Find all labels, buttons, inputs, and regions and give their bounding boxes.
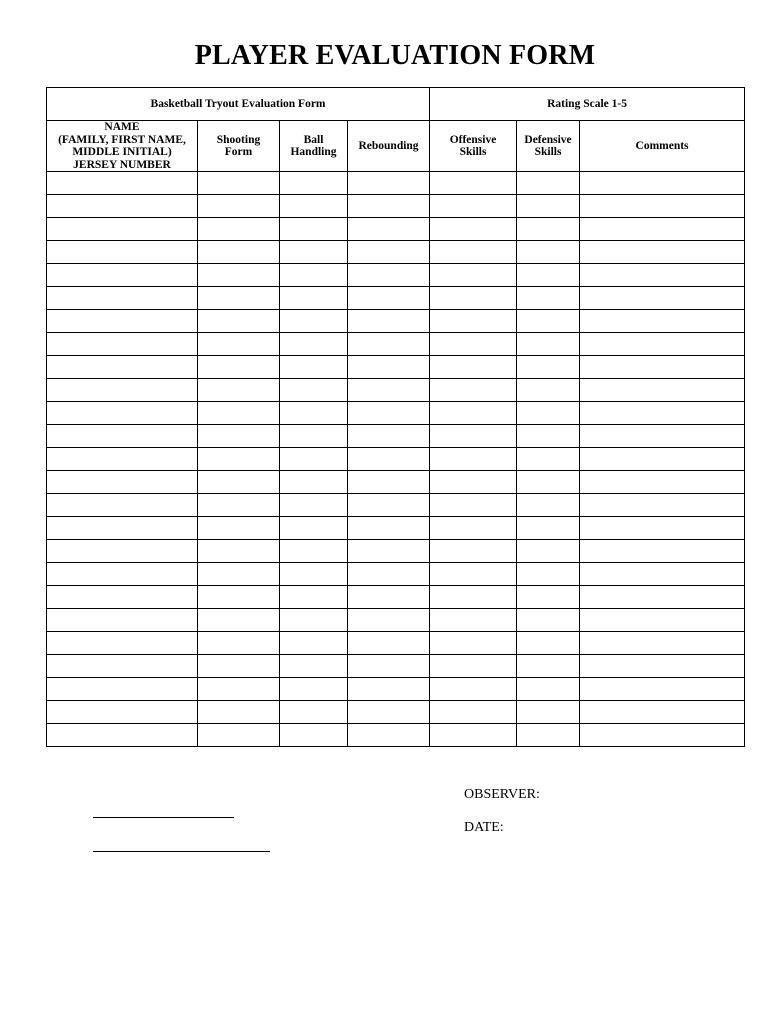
entry-cell-offensive[interactable]	[430, 172, 517, 195]
entry-cell-shooting[interactable]	[198, 333, 280, 356]
entry-cell-shooting[interactable]	[198, 724, 280, 747]
entry-cell-ball-handling[interactable]	[280, 494, 348, 517]
date-label: DATE:	[464, 820, 504, 835]
entry-cell-rebounding[interactable]	[348, 609, 430, 632]
column-header-defensive-skills	[517, 121, 580, 172]
column-header-rebounding	[348, 121, 430, 172]
entry-cell-shooting[interactable]	[198, 540, 280, 563]
entry-cell-shooting[interactable]	[198, 609, 280, 632]
table-row	[47, 471, 745, 494]
table-row	[47, 264, 745, 287]
entry-cell-defensive[interactable]	[517, 609, 580, 632]
table-group-header-row	[47, 88, 745, 121]
entry-cell-rebounding[interactable]	[348, 310, 430, 333]
entry-cell-comments[interactable]	[580, 333, 745, 356]
table-row	[47, 287, 745, 310]
table-row	[47, 563, 745, 586]
entry-cell-rebounding[interactable]	[348, 287, 430, 310]
entry-cell-comments[interactable]	[580, 678, 745, 701]
entry-cell-name[interactable]	[47, 195, 198, 218]
entry-cell-offensive[interactable]	[430, 678, 517, 701]
entry-cell-name[interactable]	[47, 287, 198, 310]
column-header-offensive-skills	[430, 121, 517, 172]
form-name-header: Basketball Tryout Evaluation Form	[47, 88, 430, 121]
entry-cell-rebounding[interactable]	[348, 586, 430, 609]
table-row	[47, 609, 745, 632]
entry-cell-defensive[interactable]	[517, 471, 580, 494]
entry-cell-comments[interactable]	[580, 379, 745, 402]
table-row	[47, 172, 745, 195]
entry-cell-comments[interactable]	[580, 724, 745, 747]
table-row	[47, 701, 745, 724]
entry-cell-defensive[interactable]	[517, 218, 580, 241]
entry-cell-ball-handling[interactable]	[280, 241, 348, 264]
entry-cell-offensive[interactable]	[430, 379, 517, 402]
table-row	[47, 333, 745, 356]
column-header-comments	[580, 121, 745, 172]
entry-cell-ball-handling[interactable]	[280, 678, 348, 701]
entry-cell-defensive[interactable]	[517, 333, 580, 356]
entry-cell-defensive[interactable]	[517, 241, 580, 264]
entry-cell-shooting[interactable]	[198, 425, 280, 448]
entry-cell-shooting[interactable]	[198, 517, 280, 540]
entry-cell-offensive[interactable]	[430, 241, 517, 264]
entry-cell-name[interactable]	[47, 517, 198, 540]
table-row	[47, 448, 745, 471]
entry-cell-shooting[interactable]	[198, 356, 280, 379]
entry-cell-defensive[interactable]	[517, 517, 580, 540]
header-line: JERSEY NUMBER	[73, 158, 171, 171]
table-row	[47, 540, 745, 563]
entry-cell-name[interactable]	[47, 241, 198, 264]
header-line: (FAMILY, FIRST NAME,	[58, 133, 186, 146]
entry-cell-offensive[interactable]	[430, 586, 517, 609]
header-line: Skills	[459, 146, 487, 158]
table-row	[47, 494, 745, 517]
entry-cell-offensive[interactable]	[430, 425, 517, 448]
entry-cell-rebounding[interactable]	[348, 724, 430, 747]
entry-cell-name[interactable]	[47, 471, 198, 494]
entry-cell-ball-handling[interactable]	[280, 264, 348, 287]
entry-cell-comments[interactable]	[580, 402, 745, 425]
entry-cell-comments[interactable]	[580, 494, 745, 517]
entry-cell-defensive[interactable]	[517, 379, 580, 402]
entry-cell-name[interactable]	[47, 425, 198, 448]
entry-cell-rebounding[interactable]	[348, 356, 430, 379]
header-line: Comments	[635, 139, 689, 152]
header-line: Rebounding	[358, 139, 419, 152]
entry-cell-defensive[interactable]	[517, 356, 580, 379]
table-row	[47, 310, 745, 333]
entry-cell-shooting[interactable]	[198, 494, 280, 517]
header-line: Defensive	[524, 133, 572, 146]
entry-cell-rebounding[interactable]	[348, 402, 430, 425]
entry-cell-defensive[interactable]	[517, 195, 580, 218]
entry-cell-shooting[interactable]	[198, 563, 280, 586]
entry-cell-defensive[interactable]	[517, 586, 580, 609]
observer-label: OBSERVER:	[464, 787, 540, 802]
column-header-row	[47, 121, 745, 172]
entry-cell-ball-handling[interactable]	[280, 195, 348, 218]
entry-cell-name[interactable]	[47, 563, 198, 586]
table-row	[47, 241, 745, 264]
entry-cell-defensive[interactable]	[517, 540, 580, 563]
entry-cell-rebounding[interactable]	[348, 471, 430, 494]
entry-cell-defensive[interactable]	[517, 425, 580, 448]
header-line: MIDDLE INITIAL)	[72, 146, 172, 158]
entry-cell-name[interactable]	[47, 379, 198, 402]
entry-cell-ball-handling[interactable]	[280, 333, 348, 356]
entry-cell-shooting[interactable]	[198, 678, 280, 701]
entry-cell-comments[interactable]	[580, 448, 745, 471]
entry-cell-offensive[interactable]	[430, 471, 517, 494]
entry-cell-name[interactable]	[47, 264, 198, 287]
entry-cell-rebounding[interactable]	[348, 172, 430, 195]
entry-cell-ball-handling[interactable]	[280, 655, 348, 678]
entry-cell-comments[interactable]	[580, 218, 745, 241]
entry-cell-offensive[interactable]	[430, 563, 517, 586]
header-line: NAME	[104, 121, 140, 133]
entry-cell-offensive[interactable]	[430, 609, 517, 632]
entry-cell-offensive[interactable]	[430, 356, 517, 379]
entry-cell-defensive[interactable]	[517, 563, 580, 586]
column-header-name	[47, 121, 198, 172]
entry-cell-offensive[interactable]	[430, 701, 517, 724]
header-line: Skills	[534, 146, 562, 158]
entry-cell-offensive[interactable]	[430, 632, 517, 655]
header-line: Ball	[303, 133, 324, 146]
entry-cell-rebounding[interactable]	[348, 678, 430, 701]
entry-cell-defensive[interactable]	[517, 287, 580, 310]
entry-cell-ball-handling[interactable]	[280, 724, 348, 747]
entry-cell-defensive[interactable]	[517, 632, 580, 655]
table-row	[47, 195, 745, 218]
header-line: Offensive	[449, 133, 497, 146]
entry-cell-comments[interactable]	[580, 632, 745, 655]
entry-cell-defensive[interactable]	[517, 494, 580, 517]
entry-cell-name[interactable]	[47, 540, 198, 563]
page-title: PLAYER EVALUATION FORM	[194, 40, 596, 71]
entry-cell-comments[interactable]	[580, 287, 745, 310]
entry-cell-offensive[interactable]	[430, 402, 517, 425]
entry-cell-ball-handling[interactable]	[280, 609, 348, 632]
table-row	[47, 517, 745, 540]
entry-cell-name[interactable]	[47, 218, 198, 241]
entry-cell-ball-handling[interactable]	[280, 172, 348, 195]
entry-cell-defensive[interactable]	[517, 701, 580, 724]
entry-cell-rebounding[interactable]	[348, 425, 430, 448]
entry-cell-defensive[interactable]	[517, 402, 580, 425]
entry-cell-shooting[interactable]	[198, 195, 280, 218]
entry-cell-ball-handling[interactable]	[280, 448, 348, 471]
entry-cell-offensive[interactable]	[430, 540, 517, 563]
blank-line-1	[93, 817, 234, 818]
entry-cell-ball-handling[interactable]	[280, 287, 348, 310]
entry-cell-shooting[interactable]	[198, 379, 280, 402]
table-row	[47, 379, 745, 402]
entry-cell-name[interactable]	[47, 724, 198, 747]
entry-cell-ball-handling[interactable]	[280, 701, 348, 724]
entry-cell-shooting[interactable]	[198, 448, 280, 471]
entry-cell-ball-handling[interactable]	[280, 517, 348, 540]
entry-cell-shooting[interactable]	[198, 655, 280, 678]
entry-cell-offensive[interactable]	[430, 333, 517, 356]
entry-cell-defensive[interactable]	[517, 264, 580, 287]
table-row	[47, 655, 745, 678]
entry-cell-offensive[interactable]	[430, 218, 517, 241]
entry-cell-ball-handling[interactable]	[280, 586, 348, 609]
entry-cell-name[interactable]	[47, 448, 198, 471]
entry-cell-rebounding[interactable]	[348, 379, 430, 402]
entry-cell-name[interactable]	[47, 333, 198, 356]
table-row	[47, 632, 745, 655]
entry-cell-rebounding[interactable]	[348, 540, 430, 563]
entry-cell-rebounding[interactable]	[348, 195, 430, 218]
entry-cell-offensive[interactable]	[430, 724, 517, 747]
entry-cell-rebounding[interactable]	[348, 264, 430, 287]
entry-cell-comments[interactable]	[580, 356, 745, 379]
blank-line-2	[93, 851, 270, 852]
entry-cell-rebounding[interactable]	[348, 241, 430, 264]
table-row	[47, 356, 745, 379]
entry-cell-offensive[interactable]	[430, 310, 517, 333]
entry-cell-shooting[interactable]	[198, 287, 280, 310]
entry-cell-defensive[interactable]	[517, 724, 580, 747]
entry-cell-name[interactable]	[47, 632, 198, 655]
entry-cell-name[interactable]	[47, 586, 198, 609]
entry-cell-ball-handling[interactable]	[280, 632, 348, 655]
entry-cell-offensive[interactable]	[430, 655, 517, 678]
header-line: Shooting	[216, 133, 261, 146]
table-row	[47, 586, 745, 609]
entry-cell-comments[interactable]	[580, 563, 745, 586]
entry-cell-shooting[interactable]	[198, 701, 280, 724]
entry-cell-shooting[interactable]	[198, 218, 280, 241]
entry-cell-ball-handling[interactable]	[280, 356, 348, 379]
table-row	[47, 425, 745, 448]
entry-cell-shooting[interactable]	[198, 172, 280, 195]
entry-cell-comments[interactable]	[580, 425, 745, 448]
entry-cell-name[interactable]	[47, 701, 198, 724]
entry-cell-name[interactable]	[47, 678, 198, 701]
header-line: Handling	[290, 146, 337, 158]
entry-cell-name[interactable]	[47, 494, 198, 517]
entry-cell-ball-handling[interactable]	[280, 379, 348, 402]
entry-cell-rebounding[interactable]	[348, 563, 430, 586]
entry-cell-rebounding[interactable]	[348, 655, 430, 678]
entry-cell-name[interactable]	[47, 356, 198, 379]
rating-scale-header: Rating Scale 1-5	[430, 88, 745, 121]
entry-cell-ball-handling[interactable]	[280, 402, 348, 425]
entry-cell-shooting[interactable]	[198, 471, 280, 494]
entry-cell-offensive[interactable]	[430, 494, 517, 517]
entry-cell-comments[interactable]	[580, 655, 745, 678]
entry-cell-ball-handling[interactable]	[280, 425, 348, 448]
table-row	[47, 402, 745, 425]
column-header-shooting-form	[198, 121, 280, 172]
entry-cell-shooting[interactable]	[198, 586, 280, 609]
entry-cell-offensive[interactable]	[430, 195, 517, 218]
entry-cell-comments[interactable]	[580, 172, 745, 195]
table-row	[47, 218, 745, 241]
entry-cell-comments[interactable]	[580, 264, 745, 287]
entry-cell-name[interactable]	[47, 655, 198, 678]
entry-cell-offensive[interactable]	[430, 517, 517, 540]
entry-cell-shooting[interactable]	[198, 310, 280, 333]
entry-cell-comments[interactable]	[580, 517, 745, 540]
entry-cell-defensive[interactable]	[517, 655, 580, 678]
entry-cell-rebounding[interactable]	[348, 333, 430, 356]
entry-cell-name[interactable]	[47, 402, 198, 425]
entry-cell-defensive[interactable]	[517, 448, 580, 471]
entry-cell-rebounding[interactable]	[348, 701, 430, 724]
evaluation-table	[46, 87, 745, 747]
header-line: Form	[224, 146, 253, 158]
entry-cell-defensive[interactable]	[517, 310, 580, 333]
entry-cell-defensive[interactable]	[517, 172, 580, 195]
table-row	[47, 678, 745, 701]
entry-cell-comments[interactable]	[580, 241, 745, 264]
entry-cell-rebounding[interactable]	[348, 494, 430, 517]
entry-cell-comments[interactable]	[580, 471, 745, 494]
entry-cell-offensive[interactable]	[430, 287, 517, 310]
entry-cell-name[interactable]	[47, 310, 198, 333]
entry-cell-ball-handling[interactable]	[280, 471, 348, 494]
entry-cell-comments[interactable]	[580, 310, 745, 333]
entry-cell-offensive[interactable]	[430, 264, 517, 287]
entry-cell-comments[interactable]	[580, 701, 745, 724]
entry-cell-rebounding[interactable]	[348, 517, 430, 540]
entry-cell-rebounding[interactable]	[348, 218, 430, 241]
entry-cell-ball-handling[interactable]	[280, 563, 348, 586]
entry-cell-ball-handling[interactable]	[280, 540, 348, 563]
entry-cell-comments[interactable]	[580, 195, 745, 218]
entry-cell-shooting[interactable]	[198, 264, 280, 287]
column-header-ball-handling	[280, 121, 348, 172]
entry-cell-defensive[interactable]	[517, 678, 580, 701]
entry-cell-comments[interactable]	[580, 586, 745, 609]
entry-cell-ball-handling[interactable]	[280, 218, 348, 241]
entry-cell-rebounding[interactable]	[348, 448, 430, 471]
entry-cell-comments[interactable]	[580, 609, 745, 632]
entry-cell-shooting[interactable]	[198, 632, 280, 655]
entry-cell-shooting[interactable]	[198, 241, 280, 264]
entry-cell-name[interactable]	[47, 172, 198, 195]
entry-cell-comments[interactable]	[580, 540, 745, 563]
entry-cell-name[interactable]	[47, 609, 198, 632]
entry-cell-ball-handling[interactable]	[280, 310, 348, 333]
entry-cell-rebounding[interactable]	[348, 632, 430, 655]
entry-cell-shooting[interactable]	[198, 402, 280, 425]
table-row	[47, 724, 745, 747]
entry-cell-offensive[interactable]	[430, 448, 517, 471]
